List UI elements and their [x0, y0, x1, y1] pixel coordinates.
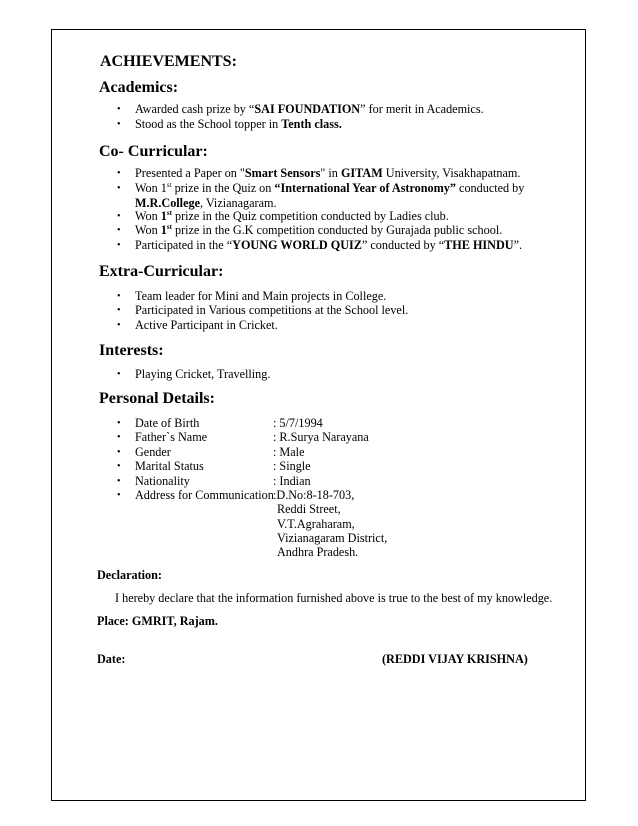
- bullet: •: [117, 119, 121, 130]
- bullet: •: [117, 291, 121, 302]
- cocurricular-item-3: Won 1st prize in the Quiz competition conducted by Ladies club.: [135, 208, 449, 223]
- address-line-4: Andhra Pradesh.: [277, 545, 359, 559]
- declaration-heading: Declaration:: [97, 568, 162, 582]
- personal-label-address: Address for Communication: [135, 488, 274, 502]
- personal-details-heading: Personal Details:: [99, 390, 215, 407]
- cocurricular-item-2-cont: M.R.College, Vizianagaram.: [135, 196, 277, 210]
- bullet: •: [117, 211, 121, 222]
- bullet: •: [117, 168, 121, 179]
- bullet: •: [117, 369, 121, 380]
- academics-item-1: Awarded cash prize by “SAI FOUNDATION” for merit in Academics.: [135, 102, 484, 116]
- cocurricular-heading: Co- Curricular:: [99, 143, 208, 160]
- extracurricular-item-1: Team leader for Mini and Main projects in College.: [135, 289, 387, 303]
- address-line-3: Vizianagaram District,: [277, 531, 388, 545]
- signatory-name: (REDDI VIJAY KRISHNA): [382, 652, 528, 666]
- cocurricular-item-2: Won 1st prize in the Quiz on “International Year of Astronomy” conducted by: [135, 180, 525, 195]
- personal-value-dob: : 5/7/1994: [273, 416, 323, 430]
- academics-heading: Academics:: [99, 79, 179, 96]
- interests-item-1: Playing Cricket, Travelling.: [135, 367, 271, 381]
- interests-heading: Interests:: [99, 342, 164, 359]
- extracurricular-heading: Extra-Curricular:: [99, 263, 224, 280]
- place: Place: GMRIT, Rajam.: [97, 614, 218, 628]
- cocurricular-item-1: Presented a Paper on "Smart Sensors" in GITAM University, Visakhapatnam.: [135, 166, 521, 180]
- bullet: •: [117, 240, 121, 251]
- bullet: •: [117, 476, 121, 487]
- personal-label-father: Father`s Name: [135, 430, 208, 444]
- bullet: •: [117, 305, 121, 316]
- address-line-2: V.T.Agraharam,: [277, 517, 355, 531]
- cocurricular-item-5: Participated in the “YOUNG WORLD QUIZ” conducted by “THE HINDU”.: [135, 238, 523, 252]
- personal-label-dob: Date of Birth: [135, 416, 200, 430]
- academics-item-2: Stood as the School topper in Tenth class.: [135, 117, 342, 131]
- personal-value-father: : R.Surya Narayana: [273, 430, 369, 444]
- bullet: •: [117, 418, 121, 429]
- personal-label-nationality: Nationality: [135, 474, 190, 488]
- personal-label-gender: Gender: [135, 445, 171, 459]
- personal-value-marital: : Single: [273, 459, 311, 473]
- date-label: Date:: [97, 652, 126, 666]
- personal-value-nationality: : Indian: [273, 474, 311, 488]
- cocurricular-item-4: Won 1st prize in the G.K competition conducted by Gurajada public school.: [135, 222, 503, 237]
- bullet: •: [117, 432, 121, 443]
- extracurricular-item-2: Participated in Various competitions at the School level.: [135, 303, 409, 317]
- personal-label-marital: Marital Status: [135, 459, 204, 473]
- bullet: •: [117, 461, 121, 472]
- bullet: •: [117, 104, 121, 115]
- extracurricular-item-3: Active Participant in Cricket.: [135, 318, 278, 332]
- address-line-1: Reddi Street,: [277, 502, 341, 516]
- achievements-title: ACHIEVEMENTS:: [100, 53, 237, 70]
- bullet: •: [117, 447, 121, 458]
- personal-value-address: :D.No:8-18-703,: [273, 488, 355, 502]
- bullet: •: [117, 320, 121, 331]
- declaration-text: I hereby declare that the information furnished above is true to the best of my knowledge.: [115, 591, 553, 605]
- bullet: •: [117, 225, 121, 236]
- personal-value-gender: : Male: [273, 445, 305, 459]
- bullet: •: [117, 183, 121, 194]
- bullet: •: [117, 490, 121, 501]
